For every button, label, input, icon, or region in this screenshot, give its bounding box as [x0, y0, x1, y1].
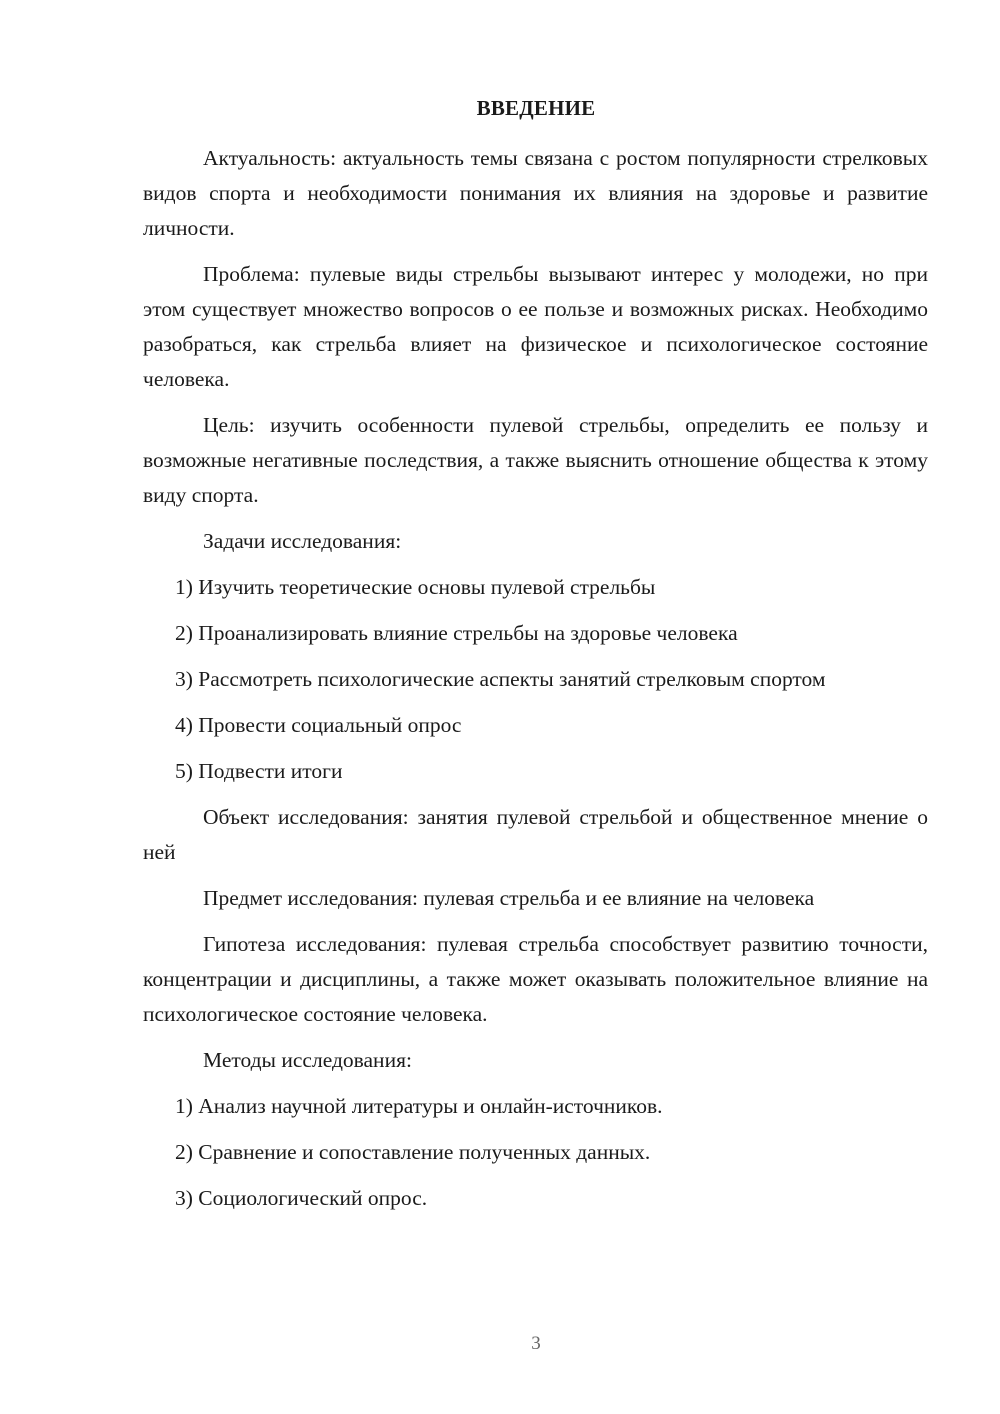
- object-paragraph: Объект исследования: занятия пулевой стрельбой и общественное мнение о ней: [143, 805, 928, 864]
- task-item: 5) Подвести итоги: [175, 759, 343, 783]
- hypothesis-paragraph: Гипотеза исследования: пулевая стрельба способствует развитию точности, концентрации и дисциплины, а также может оказывать положительное влияние на психологическое состояние человека.: [143, 932, 928, 1026]
- problem-paragraph: Проблема: пулевые виды стрельбы вызывают интерес у молодежи, но при этом существует множество вопросов о ее пользе и возможных рисках. Необходимо разобраться, как стрельба влияет на физическое и психологическое состояние человека.: [143, 262, 928, 391]
- task-item: 3) Рассмотреть психологические аспекты занятий стрелковым спортом: [175, 667, 826, 691]
- goal-paragraph: Цель: изучить особенности пулевой стрельбы, определить ее пользу и возможные негативные последствия, а также выяснить отношение общества к этому виду спорта.: [143, 413, 928, 507]
- document-body: [143, 141, 928, 1227]
- method-item: 3) Социологический опрос.: [175, 1186, 428, 1210]
- method-item: 1) Анализ научной литературы и онлайн-источников.: [175, 1094, 663, 1118]
- subject-paragraph: Предмет исследования: пулевая стрельба и ее влияние на человека: [203, 886, 815, 910]
- section-heading: ВВЕДЕНИЕ: [476, 96, 596, 120]
- task-item: 2) Проанализировать влияние стрельбы на здоровье человека: [175, 621, 738, 645]
- task-item: 1) Изучить теоретические основы пулевой стрельбы: [175, 575, 656, 599]
- task-item: 4) Провести социальный опрос: [175, 713, 462, 737]
- relevance-paragraph: Актуальность: актуальность темы связана с ростом популярности стрелковых видов спорта и необходимости понимания их влияния на здоровье и развитие личности.: [143, 146, 928, 240]
- method-item: 2) Сравнение и сопоставление полученных данных.: [175, 1140, 651, 1164]
- page-number: 3: [531, 1333, 541, 1354]
- methods-heading: Методы исследования:: [203, 1048, 412, 1072]
- tasks-heading: Задачи исследования:: [203, 529, 402, 553]
